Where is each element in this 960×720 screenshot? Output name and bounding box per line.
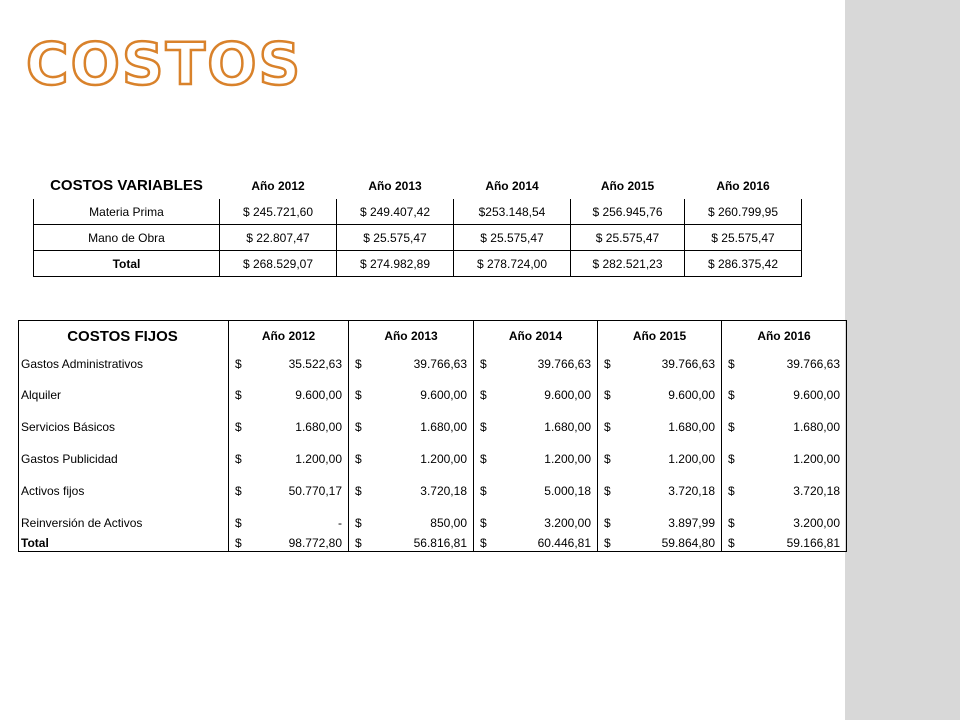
value-cell — [229, 533, 349, 552]
value-cell — [474, 437, 598, 469]
header-cell: Año 2012 — [251, 178, 305, 193]
value-cell: $ 274.982,89 — [337, 251, 454, 277]
currency-symbol: $ — [235, 420, 242, 434]
amount: 3.200,00 — [793, 516, 840, 530]
costos-fijos-table — [18, 320, 847, 552]
table-row — [19, 373, 847, 405]
value-cell — [474, 373, 598, 405]
row-label: Gastos Publicidad — [19, 437, 229, 469]
currency-symbol: $ — [604, 536, 611, 550]
currency-symbol: $ — [355, 452, 362, 466]
amount: 1.680,00 — [793, 420, 840, 434]
value-cell — [349, 351, 474, 373]
currency-symbol: $ — [604, 357, 611, 371]
amount: 3.720,18 — [420, 484, 467, 498]
row-label: Materia Prima — [34, 199, 220, 225]
header-cell: Año 2016 — [716, 178, 770, 193]
currency-symbol: $ — [480, 420, 487, 434]
value-cell — [598, 437, 722, 469]
amount: 39.766,63 — [786, 357, 840, 371]
amount: 3.200,00 — [544, 516, 591, 530]
header-cell: Año 2015 — [598, 321, 722, 352]
value-cell: $ 249.407,42 — [337, 199, 454, 225]
value-cell — [349, 405, 474, 437]
table-row-total — [34, 251, 802, 277]
amount: 59.166,81 — [786, 536, 840, 550]
value-cell: $ 25.575,47 — [571, 225, 685, 251]
row-label: Mano de Obra — [34, 225, 220, 251]
currency-symbol: $ — [728, 484, 735, 498]
value-cell: $ 260.799,95 — [685, 199, 802, 225]
value-cell — [598, 501, 722, 533]
value-cell — [349, 501, 474, 533]
currency-symbol: $ — [235, 484, 242, 498]
currency-symbol: $ — [480, 484, 487, 498]
currency-symbol: $ — [235, 388, 242, 402]
currency-symbol: $ — [604, 388, 611, 402]
header-cell: COSTOS VARIABLES — [50, 177, 203, 194]
table-row — [19, 351, 847, 373]
value-cell — [349, 373, 474, 405]
value-cell — [722, 373, 847, 405]
page-title: COSTOS — [26, 30, 303, 98]
value-cell — [474, 469, 598, 501]
currency-symbol: $ — [355, 357, 362, 371]
row-label: Total — [19, 533, 229, 552]
row-label: Activos fijos — [19, 469, 229, 501]
value-cell — [598, 405, 722, 437]
costos-variables-table — [33, 172, 802, 277]
amount: 1.200,00 — [295, 452, 342, 466]
amount: 1.200,00 — [668, 452, 715, 466]
currency-symbol: $ — [728, 357, 735, 371]
currency-symbol: $ — [728, 516, 735, 530]
row-label: Gastos Administrativos — [19, 351, 229, 373]
value-cell — [598, 351, 722, 373]
table-header-row — [19, 321, 847, 352]
currency-symbol: $ — [480, 357, 487, 371]
amount: 98.772,80 — [288, 536, 342, 550]
currency-symbol: $ — [728, 388, 735, 402]
currency-symbol: $ — [235, 357, 242, 371]
currency-symbol: $ — [728, 536, 735, 550]
table-row — [19, 469, 847, 501]
value-cell: $ 25.575,47 — [685, 225, 802, 251]
value-cell — [349, 533, 474, 552]
currency-symbol: $ — [355, 484, 362, 498]
currency-symbol: $ — [235, 536, 242, 550]
value-cell — [722, 351, 847, 373]
value-cell — [229, 437, 349, 469]
amount: 1.200,00 — [793, 452, 840, 466]
side-panel — [845, 0, 960, 720]
row-label: Alquiler — [19, 373, 229, 405]
header-cell: Año 2013 — [349, 321, 474, 352]
value-cell — [474, 533, 598, 552]
currency-symbol: $ — [604, 484, 611, 498]
table-row — [34, 199, 802, 225]
amount: 39.766,63 — [537, 357, 591, 371]
amount: 1.680,00 — [295, 420, 342, 434]
header-cell: Año 2012 — [229, 321, 349, 352]
table-header-row — [34, 172, 802, 199]
table-row — [19, 501, 847, 533]
value-cell: $ 25.575,47 — [454, 225, 571, 251]
amount: 1.680,00 — [544, 420, 591, 434]
amount: 35.522,63 — [288, 357, 342, 371]
header-cell: Año 2015 — [600, 178, 655, 193]
value-cell — [229, 373, 349, 405]
value-cell — [722, 437, 847, 469]
currency-symbol: $ — [604, 452, 611, 466]
table-row — [19, 405, 847, 437]
value-cell — [229, 351, 349, 373]
value-cell: $ 22.807,47 — [220, 225, 337, 251]
amount: 9.600,00 — [544, 388, 591, 402]
amount: 1.200,00 — [544, 452, 591, 466]
amount: 850,00 — [430, 516, 467, 530]
row-label: Reinversión de Activos — [19, 501, 229, 533]
value-cell — [474, 351, 598, 373]
amount: - — [338, 516, 342, 530]
value-cell — [229, 405, 349, 437]
header-cell: Año 2014 — [474, 321, 598, 352]
header-cell: Año 2013 — [368, 178, 422, 193]
header-cell: Año 2014 — [485, 178, 539, 193]
amount: 39.766,63 — [661, 357, 715, 371]
value-cell: $ 25.575,47 — [337, 225, 454, 251]
currency-symbol: $ — [728, 420, 735, 434]
value-cell — [598, 373, 722, 405]
amount: 9.600,00 — [668, 388, 715, 402]
value-cell: $253.148,54 — [454, 199, 571, 225]
amount: 9.600,00 — [793, 388, 840, 402]
currency-symbol: $ — [604, 516, 611, 530]
value-cell — [598, 469, 722, 501]
value-cell: $ 278.724,00 — [454, 251, 571, 277]
currency-symbol: $ — [480, 388, 487, 402]
amount: 59.864,80 — [661, 536, 715, 550]
amount: 56.816,81 — [413, 536, 467, 550]
table-row-total — [19, 533, 847, 552]
currency-symbol: $ — [235, 516, 242, 530]
amount: 3.897,99 — [668, 516, 715, 530]
value-cell — [474, 405, 598, 437]
amount: 3.720,18 — [793, 484, 840, 498]
value-cell — [722, 533, 847, 552]
amount: 5.000,18 — [544, 484, 591, 498]
value-cell: $ 256.945,76 — [571, 199, 685, 225]
value-cell — [349, 469, 474, 501]
table-row — [34, 225, 802, 251]
currency-symbol: $ — [235, 452, 242, 466]
value-cell: $ 282.521,23 — [571, 251, 685, 277]
amount: 1.680,00 — [420, 420, 467, 434]
value-cell: $ 286.375,42 — [685, 251, 802, 277]
currency-symbol: $ — [480, 516, 487, 530]
value-cell — [474, 501, 598, 533]
value-cell — [229, 469, 349, 501]
currency-symbol: $ — [604, 420, 611, 434]
row-label: Servicios Básicos — [19, 405, 229, 437]
amount: 39.766,63 — [413, 357, 467, 371]
value-cell — [722, 405, 847, 437]
currency-symbol: $ — [355, 516, 362, 530]
header-cell: Año 2016 — [722, 321, 847, 352]
amount: 60.446,81 — [537, 536, 591, 550]
amount: 9.600,00 — [295, 388, 342, 402]
amount: 9.600,00 — [420, 388, 467, 402]
amount: 3.720,18 — [668, 484, 715, 498]
value-cell: $ 245.721,60 — [220, 199, 337, 225]
value-cell — [229, 501, 349, 533]
header-cell: COSTOS FIJOS — [19, 321, 229, 352]
row-label: Total — [34, 251, 220, 277]
amount: 1.680,00 — [668, 420, 715, 434]
currency-symbol: $ — [355, 388, 362, 402]
value-cell — [349, 437, 474, 469]
table-row — [19, 437, 847, 469]
amount: 1.200,00 — [420, 452, 467, 466]
value-cell — [598, 533, 722, 552]
currency-symbol: $ — [480, 536, 487, 550]
value-cell — [722, 501, 847, 533]
amount: 50.770,17 — [288, 484, 342, 498]
currency-symbol: $ — [728, 452, 735, 466]
currency-symbol: $ — [355, 420, 362, 434]
value-cell — [722, 469, 847, 501]
currency-symbol: $ — [355, 536, 362, 550]
value-cell: $ 268.529,07 — [220, 251, 337, 277]
currency-symbol: $ — [480, 452, 487, 466]
